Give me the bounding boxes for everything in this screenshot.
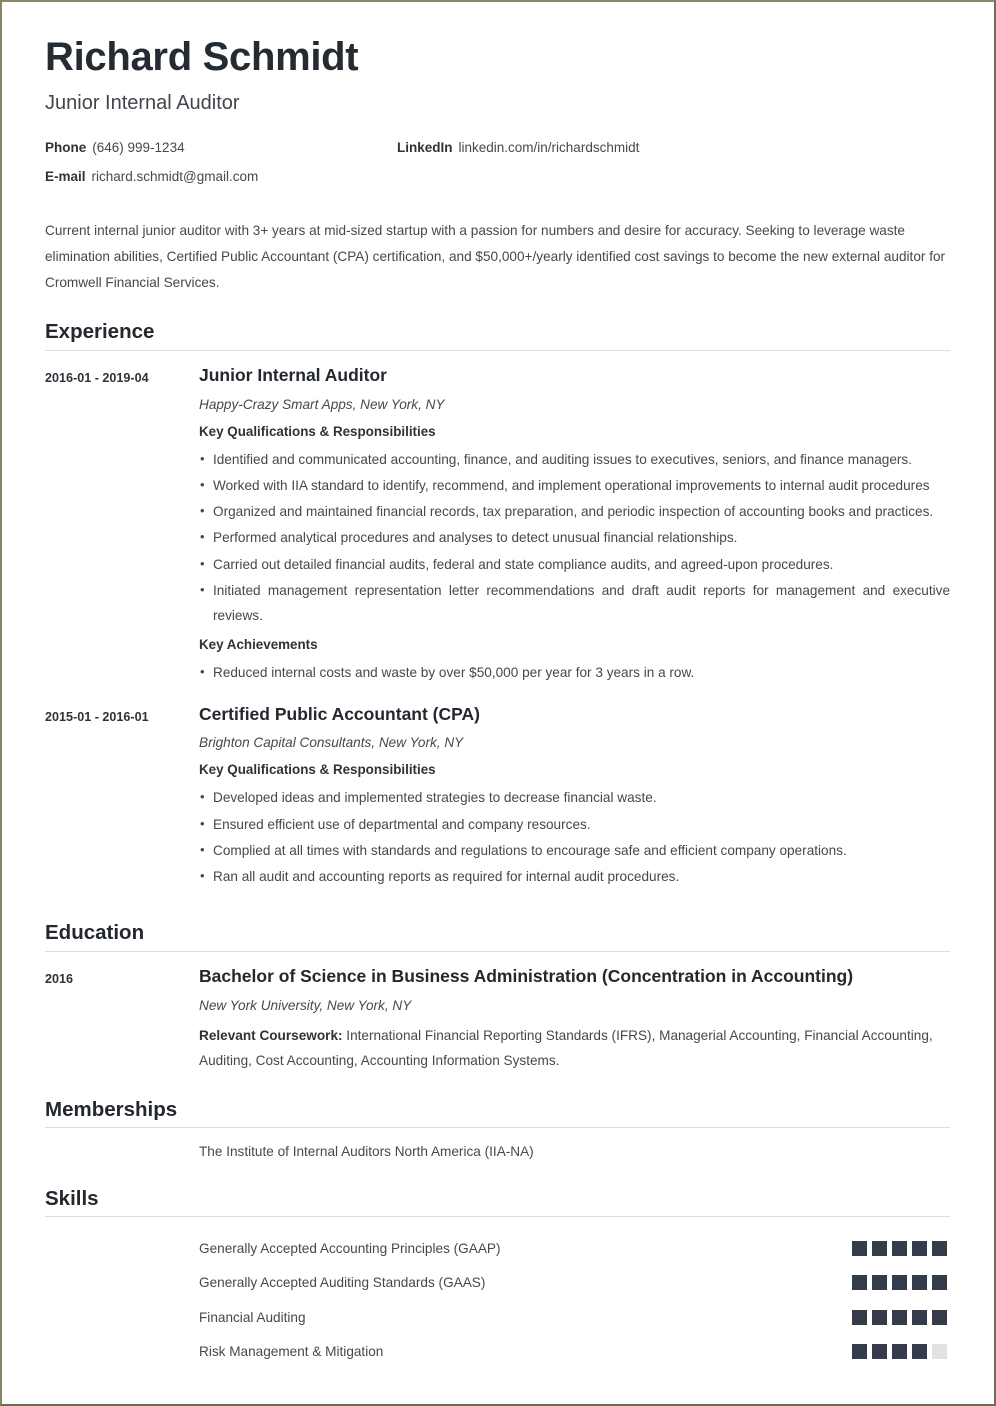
- contact-email: [45, 168, 397, 197]
- experience-entry-body: [199, 704, 950, 898]
- contact-row: [45, 139, 950, 168]
- section-divider: [45, 1127, 950, 1128]
- membership-row: [45, 1142, 950, 1162]
- section-divider: [45, 951, 950, 952]
- skill-square-filled: [912, 1310, 927, 1325]
- contact-email-label: E-mail: [45, 168, 86, 184]
- bullet-item: • Ensured efficient use of departmental and company resources.: [199, 812, 950, 837]
- contact-linkedin-label: LinkedIn: [397, 140, 453, 155]
- section-heading-education: Education: [45, 921, 145, 945]
- education-coursework: [199, 1023, 950, 1073]
- skill-square-filled: [912, 1241, 927, 1256]
- education-entry-degree: Bachelor of Science in Business Administration (Concentration in Accounting): [199, 965, 854, 986]
- education-entry-date: 2016: [45, 971, 74, 986]
- bullet-item: • Worked with IIA standard to identify, recommend, and implement operational improvements to internal audit procedures: [199, 473, 950, 498]
- skill-square-filled: [892, 1310, 907, 1325]
- bullet-item: • Developed ideas and implemented strategies to decrease financial waste.: [199, 785, 950, 810]
- experience-entry: [45, 704, 950, 898]
- experience-entry-body: [199, 365, 950, 694]
- skill-square-filled: [852, 1275, 867, 1290]
- bullet-item: • Organized and maintained financial records, tax preparation, and periodic inspection of accounting books and practices.: [199, 499, 950, 524]
- experience-entry-date: 2016-01 - 2019-04: [45, 371, 149, 385]
- bullet-item: • Ran all audit and accounting reports as required for internal audit procedures.: [199, 864, 950, 889]
- section-heading-memberships: Memberships: [45, 1097, 178, 1121]
- contact-row: [45, 168, 950, 197]
- contact-linkedin: [397, 139, 950, 168]
- skill-name: Risk Management & Mitigation: [199, 1344, 384, 1360]
- coursework-label: Relevant Coursework:: [199, 1028, 343, 1044]
- skill-square-filled: [932, 1241, 947, 1256]
- experience-entry-company: Brighton Capital Consultants, New York, NY: [199, 735, 464, 751]
- contact-phone-label: Phone: [45, 140, 87, 155]
- professional-summary: Current internal junior auditor with 3+ years at mid-sized startup with a passion for numbers and desire for accuracy. Seeking to leverage waste elimination abilities, Certified Public Accountant (CPA) certification, and $50,000+/yearly identified cost savings to become the new external auditor for Cromwell Financial Services.: [45, 223, 946, 291]
- contact-phone-value: (646) 999-1234: [92, 140, 185, 155]
- skill-rating: [852, 1344, 950, 1359]
- contact-email-value[interactable]: richard.schmidt@gmail.com: [91, 168, 259, 184]
- skill-square-filled: [892, 1275, 907, 1290]
- candidate-job-title: Junior Internal Auditor: [45, 92, 240, 114]
- section-memberships: [45, 1097, 950, 1163]
- skill-square-filled: [852, 1241, 867, 1256]
- skills-list: [45, 1231, 950, 1369]
- section-divider: [45, 1216, 950, 1217]
- experience-group-label: Key Qualifications & Responsibilities: [199, 423, 436, 439]
- skill-square-filled: [852, 1344, 867, 1359]
- bullet-item: • Carried out detailed financial audits, federal and state compliance audits, and agreed-upon procedures.: [199, 552, 950, 577]
- skill-square-filled: [872, 1275, 887, 1290]
- skill-square-filled: [912, 1344, 927, 1359]
- skill-square-filled: [872, 1310, 887, 1325]
- bullet-item: • Complied at all times with standards and regulations to encourage safe and efficient company operations.: [199, 838, 950, 863]
- resume-content: [2, 2, 994, 1369]
- skill-row: [45, 1300, 950, 1335]
- skill-square-filled: [892, 1344, 907, 1359]
- experience-bullet-list: [199, 785, 950, 889]
- skill-rating: [852, 1241, 950, 1256]
- coursework-text: International Financial Reporting Standards (IFRS), Managerial Accounting, Financial Accounting, Auditing, Cost Accounting, Accounting Information Systems.: [199, 1028, 933, 1069]
- skill-square-empty: [932, 1344, 947, 1359]
- skill-name: Generally Accepted Auditing Standards (GAAS): [199, 1275, 486, 1291]
- experience-group-label: Key Qualifications & Responsibilities: [199, 762, 436, 778]
- skill-square-filled: [932, 1275, 947, 1290]
- bullet-item: • Identified and communicated accounting, finance, and auditing issues to executives, seniors, and finance managers.: [199, 447, 950, 472]
- education-entry-body: [199, 966, 950, 1074]
- contact-phone: [45, 139, 397, 168]
- candidate-name: Richard Schmidt: [45, 35, 359, 79]
- section-divider: [45, 350, 950, 351]
- experience-entry: [45, 365, 950, 694]
- skill-square-filled: [852, 1310, 867, 1325]
- skill-row: [45, 1231, 950, 1266]
- skill-square-filled: [872, 1241, 887, 1256]
- experience-entry-title: Certified Public Accountant (CPA): [199, 703, 480, 724]
- experience-entry-title: Junior Internal Auditor: [199, 365, 387, 385]
- skill-row: [45, 1266, 950, 1301]
- experience-entry-company: Happy-Crazy Smart Apps, New York, NY: [199, 396, 445, 412]
- education-entry-school: New York University, New York, NY: [199, 997, 412, 1013]
- section-experience: [45, 319, 950, 897]
- membership-item: The Institute of Internal Auditors North America (IIA-NA): [199, 1144, 534, 1160]
- section-heading-experience: Experience: [45, 320, 155, 344]
- bullet-item: • Initiated management representation letter recommendations and draft audit reports for management and executive reviews.: [199, 578, 950, 628]
- skill-name: Generally Accepted Accounting Principles (GAAP): [199, 1240, 501, 1256]
- skill-rating: [852, 1310, 950, 1325]
- section-education: [45, 920, 950, 1073]
- bullet-item: • Performed analytical procedures and analyses to detect unusual financial relationships.: [199, 525, 950, 550]
- section-skills: [45, 1186, 950, 1370]
- section-heading-skills: Skills: [45, 1186, 99, 1210]
- experience-bullet-list: [199, 447, 950, 628]
- experience-entry-date: 2015-01 - 2016-01: [45, 709, 149, 724]
- contact-details: [45, 139, 950, 196]
- education-entry: [45, 966, 950, 1074]
- contact-linkedin-value[interactable]: linkedin.com/in/richardschmidt: [458, 140, 640, 155]
- resume-header: [45, 36, 950, 296]
- bullet-item: • Reduced internal costs and waste by over $50,000 per year for 3 years in a row.: [199, 660, 950, 685]
- skill-square-filled: [892, 1241, 907, 1256]
- skill-name: Financial Auditing: [199, 1309, 306, 1325]
- experience-group-label: Key Achievements: [199, 636, 318, 652]
- skill-square-filled: [932, 1310, 947, 1325]
- skill-row: [45, 1335, 950, 1370]
- skill-square-filled: [912, 1275, 927, 1290]
- skill-square-filled: [872, 1344, 887, 1359]
- experience-bullet-list: [199, 660, 950, 685]
- contact-empty-cell: [397, 168, 950, 197]
- skill-rating: [852, 1275, 950, 1290]
